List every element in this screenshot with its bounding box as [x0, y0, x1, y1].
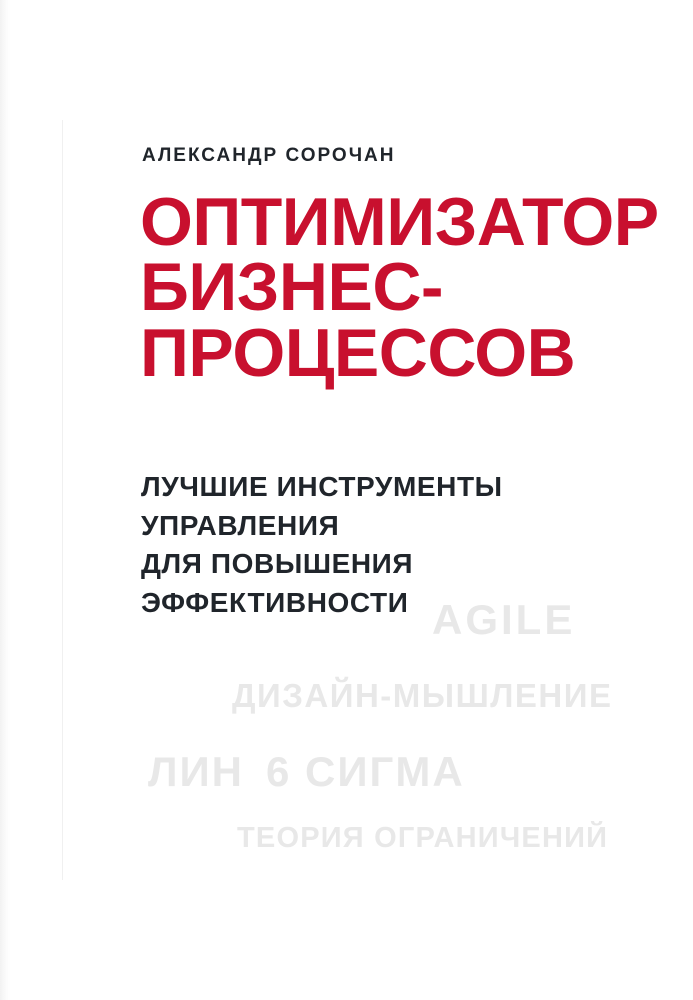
title-line-2: БИЗНЕС- — [140, 249, 444, 326]
keyword-theory-of-constraints: ТЕОРИЯ ОГРАНИЧЕНИЙ — [237, 822, 609, 854]
subtitle-line-4: ЭФФЕКТИВНОСТИ — [141, 586, 409, 618]
keyword-lean: ЛИН — [148, 748, 244, 795]
title-line-1: ОПТИМИЗАТОР — [140, 184, 659, 260]
keyword-agile: AGILE — [432, 596, 576, 643]
subtitle-line-3: ДЛЯ ПОВЫШЕНИЯ — [141, 548, 414, 580]
author-name: АЛЕКСАНДР СОРОЧАН — [142, 145, 396, 166]
spine-fold-line — [62, 120, 63, 880]
spine-shadow — [0, 0, 10, 1000]
subtitle-line-2: УПРАВЛЕНИЯ — [141, 509, 340, 541]
book-title — [140, 184, 660, 391]
book-subtitle — [141, 468, 661, 623]
keyword-design-thinking: ДИЗАЙН-МЫШЛЕНИЕ — [232, 677, 613, 714]
subtitle-line-1: ЛУЧШИЕ ИНСТРУМЕНТЫ — [141, 471, 503, 502]
title-line-3: ПРОЦЕССОВ — [140, 314, 576, 391]
keyword-six-sigma: 6 СИГМА — [266, 748, 465, 795]
